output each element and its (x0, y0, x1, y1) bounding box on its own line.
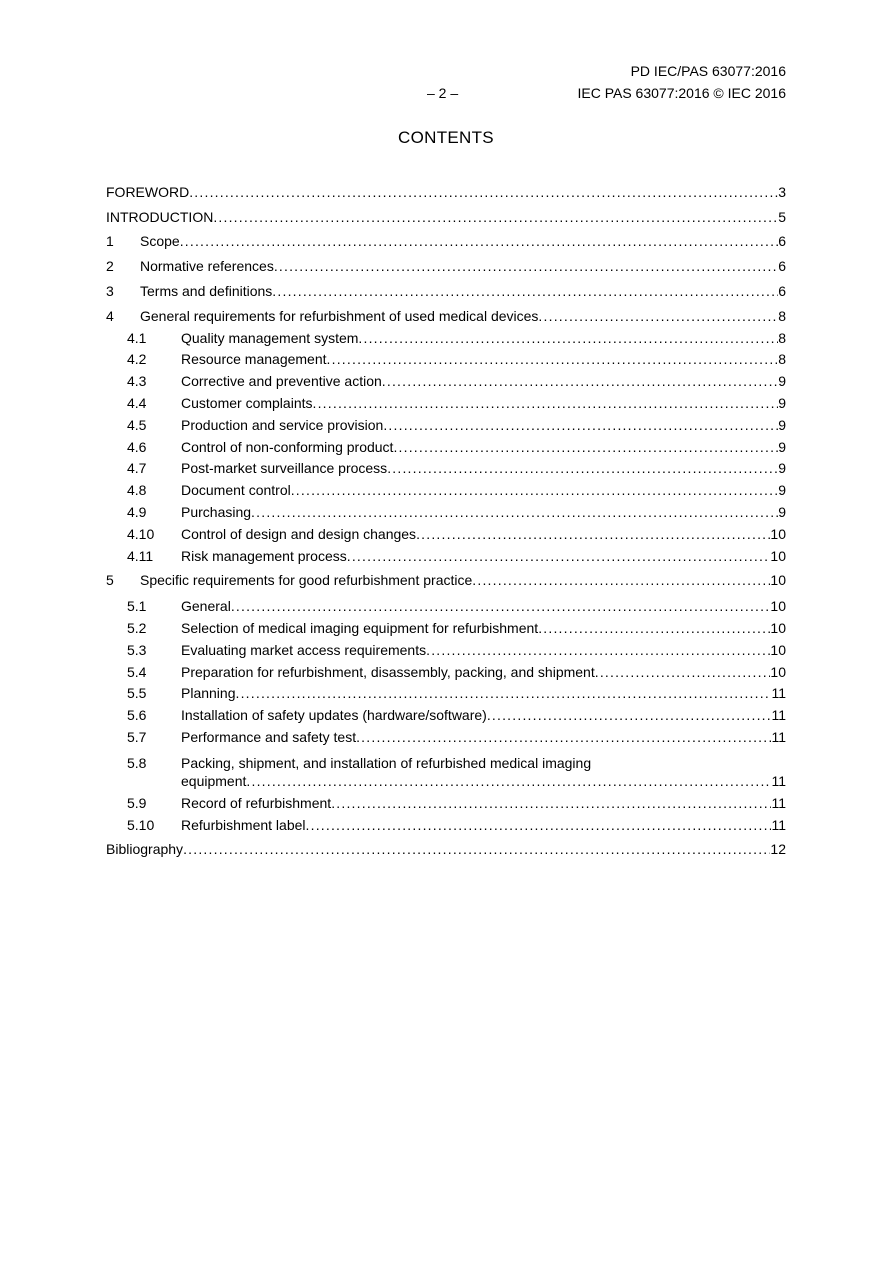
table-of-contents (106, 176, 786, 858)
toc-entry-page: 12 (770, 841, 786, 858)
toc-entry[interactable] (106, 499, 786, 521)
dot-leader (183, 840, 770, 858)
dot-leader (189, 183, 778, 201)
dot-leader (327, 350, 779, 368)
toc-entry-page: 11 (771, 816, 786, 833)
toc-entry-number: 4.4 (127, 394, 147, 411)
dot-leader (416, 525, 770, 543)
toc-entry[interactable] (106, 275, 786, 300)
toc-entry-title: Risk management process (181, 547, 347, 564)
toc-entry-number: 5.5 (127, 685, 147, 702)
toc-entry-title: Packing, shipment, and installation of refurbished medical imaging (181, 754, 592, 771)
toc-entry-page: 10 (770, 525, 786, 542)
toc-entry[interactable] (106, 834, 786, 859)
toc-entry-title: Record of refurbishment (181, 794, 332, 811)
toc-entry-number: 1 (106, 233, 114, 250)
toc-entry-number: 2 (106, 258, 114, 275)
toc-entry-page: 6 (778, 233, 786, 250)
toc-entry-number: 4.9 (127, 503, 147, 520)
toc-entry-title: Control of design and design changes (181, 525, 417, 542)
toc-entry-number: 4.2 (127, 351, 147, 368)
toc-entry-number: 4.8 (127, 482, 147, 499)
dot-leader (313, 394, 779, 412)
dot-leader (487, 706, 772, 724)
toc-entry-number: 5.1 (127, 598, 147, 615)
toc-entry[interactable] (106, 543, 786, 565)
toc-entry[interactable] (106, 593, 786, 615)
toc-entry-page: 11 (771, 685, 786, 702)
toc-entry-page: 10 (770, 619, 786, 636)
toc-entry-page: 9 (778, 394, 786, 411)
toc-entry-page: 6 (778, 258, 786, 275)
toc-entry-title: Planning (181, 685, 236, 702)
toc-entry-page: 9 (778, 373, 786, 390)
toc-entry[interactable] (106, 434, 786, 456)
toc-entry-title: Normative references (140, 258, 274, 275)
toc-entry-number: 4 (106, 307, 114, 324)
toc-entry-title: Document control (181, 482, 291, 499)
toc-entry-number: 3 (106, 282, 114, 299)
dot-leader (358, 329, 778, 347)
dot-leader (272, 282, 778, 300)
toc-entry-page: 10 (770, 572, 786, 589)
toc-entry-title-continued: equipment (181, 772, 247, 789)
toc-entry-number: 4.11 (127, 547, 154, 564)
toc-entry-title: Resource management (181, 351, 327, 368)
dot-leader (387, 459, 778, 477)
toc-entry-title: Installation of safety updates (hardware/software) (181, 707, 487, 724)
toc-entry[interactable] (106, 681, 786, 703)
toc-entry-page: 8 (778, 329, 786, 346)
toc-entry-page: 9 (778, 503, 786, 520)
toc-entry-title: Refurbishment label (181, 816, 306, 833)
toc-entry-title: Performance and safety test (181, 728, 357, 745)
toc-entry-page: 10 (770, 663, 786, 680)
toc-entry-title: Selection of medical imaging equipment for refurbishment (181, 619, 539, 636)
toc-entry[interactable] (106, 456, 786, 478)
toc-entry-number: 5.10 (127, 816, 155, 833)
toc-entry-number: 5.7 (127, 728, 147, 745)
toc-entry-title: Control of non-conforming product (181, 438, 394, 455)
toc-entry-page: 8 (778, 351, 786, 368)
toc-entry-title: Customer complaints (181, 394, 313, 411)
toc-entry-page: 9 (778, 482, 786, 499)
dot-leader (274, 257, 778, 275)
page-number: – 2 – (427, 85, 459, 101)
toc-entry[interactable] (106, 250, 786, 275)
dot-leader (426, 641, 770, 659)
dot-leader (383, 416, 778, 434)
toc-entry-title: Production and service provision (181, 416, 384, 433)
toc-entry[interactable] (106, 565, 786, 590)
dot-leader (231, 597, 771, 615)
toc-entry-title: Post-market surveillance process (181, 460, 388, 477)
toc-entry[interactable] (106, 521, 786, 543)
toc-entry[interactable] (106, 746, 786, 790)
dot-leader (331, 794, 771, 812)
toc-entry-page: 10 (770, 641, 786, 658)
toc-entry[interactable] (106, 368, 786, 390)
dot-leader (180, 232, 779, 250)
toc-entry-page: 5 (778, 208, 786, 225)
toc-entry[interactable] (106, 637, 786, 659)
toc-entry[interactable] (106, 477, 786, 499)
dot-leader (595, 663, 771, 681)
dot-leader (291, 481, 778, 499)
toc-entry[interactable] (106, 659, 786, 681)
toc-entry-page: 11 (771, 794, 786, 811)
toc-entry-page: 9 (778, 460, 786, 477)
toc-entry-number: 5.3 (127, 641, 147, 658)
toc-entry[interactable] (106, 790, 786, 812)
dot-leader (356, 728, 771, 746)
contents-heading: CONTENTS (398, 128, 494, 147)
dot-leader (382, 372, 778, 390)
toc-entry-title: Corrective and preventive action (181, 373, 382, 390)
toc-entry-number: 5.4 (127, 663, 147, 680)
toc-entry-number: 4.1 (127, 329, 147, 346)
toc-entry-number: 4.10 (127, 525, 155, 542)
toc-entry-title: Evaluating market access requirements (181, 641, 427, 658)
toc-entry[interactable] (106, 300, 786, 325)
toc-entry[interactable] (106, 347, 786, 369)
toc-entry[interactable] (106, 702, 786, 724)
dot-leader (347, 547, 771, 565)
toc-entry-title: FOREWORD (106, 183, 190, 200)
dot-leader (538, 619, 770, 637)
toc-entry-page: 8 (778, 307, 786, 324)
toc-entry-page: 9 (778, 416, 786, 433)
toc-entry-page: 10 (770, 598, 786, 615)
toc-entry-page: 6 (778, 282, 786, 299)
toc-entry-title: Scope (140, 233, 180, 250)
toc-entry-number: 4.5 (127, 416, 147, 433)
toc-entry-number: 5.9 (127, 794, 147, 811)
toc-entry-page: 11 (771, 772, 786, 789)
toc-entry-number: 5.2 (127, 619, 147, 636)
toc-entry-number: 5.8 (127, 754, 147, 771)
dot-leader (251, 503, 778, 521)
toc-entry[interactable] (106, 201, 786, 226)
toc-entry-title: Preparation for refurbishment, disassembly, packing, and shipment (181, 663, 595, 680)
toc-entry[interactable] (106, 176, 786, 201)
toc-entry-title: INTRODUCTION (106, 208, 214, 225)
toc-entry-page: 11 (771, 707, 786, 724)
toc-entry-title: General (181, 598, 231, 615)
dot-leader (472, 571, 770, 589)
toc-entry[interactable] (106, 390, 786, 412)
toc-entry[interactable] (106, 812, 786, 834)
toc-entry-page: 9 (778, 438, 786, 455)
dot-leader (213, 208, 778, 226)
toc-entry-page: 3 (778, 183, 786, 200)
toc-entry-page: 10 (770, 547, 786, 564)
toc-entry-number: 4.3 (127, 373, 147, 390)
toc-entry-title: Specific requirements for good refurbishment practice (140, 572, 473, 589)
dot-leader (538, 307, 778, 325)
toc-entry[interactable] (106, 325, 786, 347)
toc-entry-number: 5.6 (127, 707, 147, 724)
toc-entry-title: Quality management system (181, 329, 359, 346)
toc-entry-title: Bibliography (106, 841, 184, 858)
toc-entry-page: 11 (771, 728, 786, 745)
dot-leader (236, 684, 772, 702)
toc-entry[interactable] (106, 615, 786, 637)
dot-leader (393, 438, 778, 456)
toc-entry-title: Terms and definitions (140, 282, 273, 299)
toc-entry-title: General requirements for refurbishment of used medical devices (140, 307, 539, 324)
toc-entry-number: 4.7 (127, 460, 147, 477)
dot-leader (246, 772, 771, 790)
toc-entry[interactable] (106, 724, 786, 746)
dot-leader (306, 816, 772, 834)
document-id: PD IEC/PAS 63077:2016 (630, 63, 786, 79)
toc-entry-number: 4.6 (127, 438, 147, 455)
toc-entry[interactable] (106, 226, 786, 251)
toc-entry-title: Purchasing (181, 503, 252, 520)
toc-entry[interactable] (106, 412, 786, 434)
toc-entry-number: 5 (106, 572, 114, 589)
copyright-line: IEC PAS 63077:2016 © IEC 2016 (577, 85, 786, 101)
